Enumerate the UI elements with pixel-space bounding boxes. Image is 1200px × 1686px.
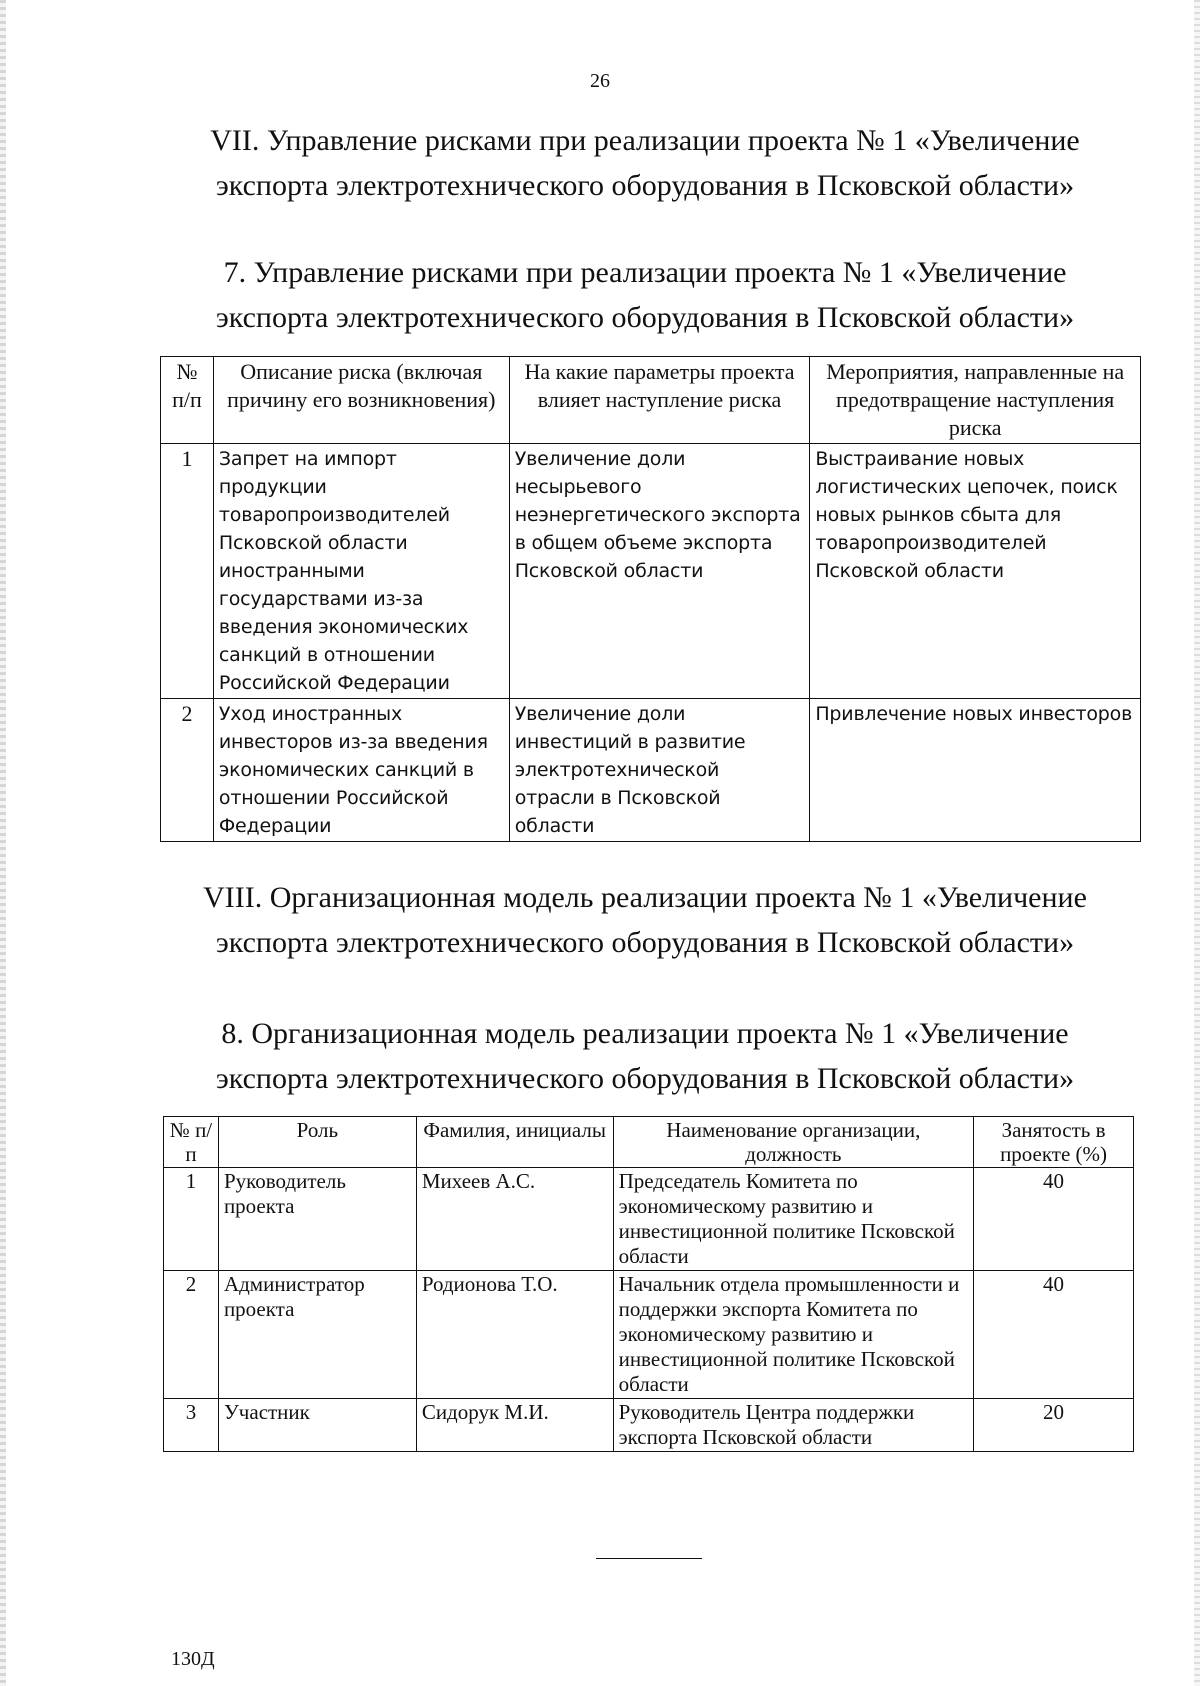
affected-parameters: Увеличение доли несырьевого неэнергетического экспорта в общем объеме экспорта Псковской области xyxy=(509,444,810,699)
role: Участник xyxy=(218,1399,416,1452)
heading-line: 8. Организационная модель реализации проекта № 1 «Увеличение xyxy=(221,1017,1069,1050)
row-number: 3 xyxy=(164,1399,219,1452)
row-number: 1 xyxy=(161,444,214,699)
prevention-measures: Привлечение новых инвесторов xyxy=(810,699,1141,842)
scan-edge-left xyxy=(0,0,6,1686)
heading-line: экспорта электротехнического оборудования в Псковской области» xyxy=(215,1062,1075,1095)
person-name: Михеев А.С. xyxy=(416,1168,613,1271)
row-number: 2 xyxy=(164,1271,219,1399)
employment-percent: 40 xyxy=(974,1168,1134,1271)
affected-parameters: Увеличение доли инвестиций в развитие электротехнической отрасли в Псковской области xyxy=(509,699,810,842)
organization-position: Руководитель Центра поддержки экспорта Псковской области xyxy=(613,1399,974,1452)
row-number: 1 xyxy=(164,1168,219,1271)
row-number: 2 xyxy=(161,699,214,842)
role: Руководитель проекта xyxy=(218,1168,416,1271)
prevention-measures: Выстраивание новых логистических цепочек, поиск новых рынков сбыта для товаропроизводителей Псковской области xyxy=(810,444,1141,699)
header-risk-description: Описание риска (включая причину его возникновения) xyxy=(213,357,509,444)
risk-description: Уход иностранных инвесторов из-за введения экономических санкций в отношении Российской Федерации xyxy=(213,699,509,842)
table-header-row xyxy=(164,1117,1134,1168)
table-row xyxy=(164,1271,1134,1399)
organization-position: Председатель Комитета по экономическому развитию и инвестиционной политике Псковской области xyxy=(613,1168,974,1271)
header-name: Фамилия, инициалы xyxy=(416,1117,613,1168)
heading-line: VIII. Организационная модель реализации проекта № 1 «Увеличение xyxy=(203,881,1087,914)
risk-description: Запрет на импорт продукции товаропроизводителей Псковской области иностранными государствами из-за введения экономических санкций в отношении Российской Федерации xyxy=(213,444,509,699)
header-number: № п/п xyxy=(161,357,214,444)
employment-percent: 40 xyxy=(974,1271,1134,1399)
header-affected-parameters: На какие параметры проекта влияет наступление риска xyxy=(509,357,810,444)
header-prevention-measures: Мероприятия, направленные на предотвращение наступления риска xyxy=(810,357,1141,444)
document-code: 130Д xyxy=(171,1648,215,1670)
table-row xyxy=(164,1168,1134,1271)
employment-percent: 20 xyxy=(974,1399,1134,1452)
section-7-roman-heading xyxy=(150,118,1140,208)
closing-divider xyxy=(596,1558,702,1559)
heading-line: экспорта электротехнического оборудования в Псковской области» xyxy=(215,169,1075,202)
section-8-roman-heading xyxy=(150,875,1140,965)
risk-management-table xyxy=(160,356,1141,842)
role: Администратор проекта xyxy=(218,1271,416,1399)
heading-line: VII. Управление рисками при реализации проекта № 1 «Увеличение xyxy=(210,124,1080,157)
table-row xyxy=(161,444,1141,699)
heading-line: экспорта электротехнического оборудования в Псковской области» xyxy=(215,926,1075,959)
heading-line: 7. Управление рисками при реализации проекта № 1 «Увеличение xyxy=(223,256,1067,289)
person-name: Родионова Т.О. xyxy=(416,1271,613,1399)
section-7-heading xyxy=(150,250,1140,340)
header-number: № п/п xyxy=(164,1117,219,1168)
table-row xyxy=(164,1399,1134,1452)
heading-line: экспорта электротехнического оборудования в Псковской области» xyxy=(215,301,1075,334)
page-number: 26 xyxy=(590,70,610,92)
organization-position: Начальник отдела промышленности и поддержки экспорта Комитета по экономическому развитию и инвестиционной политике Псковской области xyxy=(613,1271,974,1399)
table-header-row xyxy=(161,357,1141,444)
organizational-model-table xyxy=(163,1116,1134,1452)
scan-edge-right xyxy=(1194,0,1200,1686)
header-role: Роль xyxy=(218,1117,416,1168)
section-8-heading xyxy=(150,1011,1140,1101)
person-name: Сидорук М.И. xyxy=(416,1399,613,1452)
header-organization: Наименование организации, должность xyxy=(613,1117,974,1168)
header-employment: Занятость в проекте (%) xyxy=(974,1117,1134,1168)
table-row xyxy=(161,699,1141,842)
